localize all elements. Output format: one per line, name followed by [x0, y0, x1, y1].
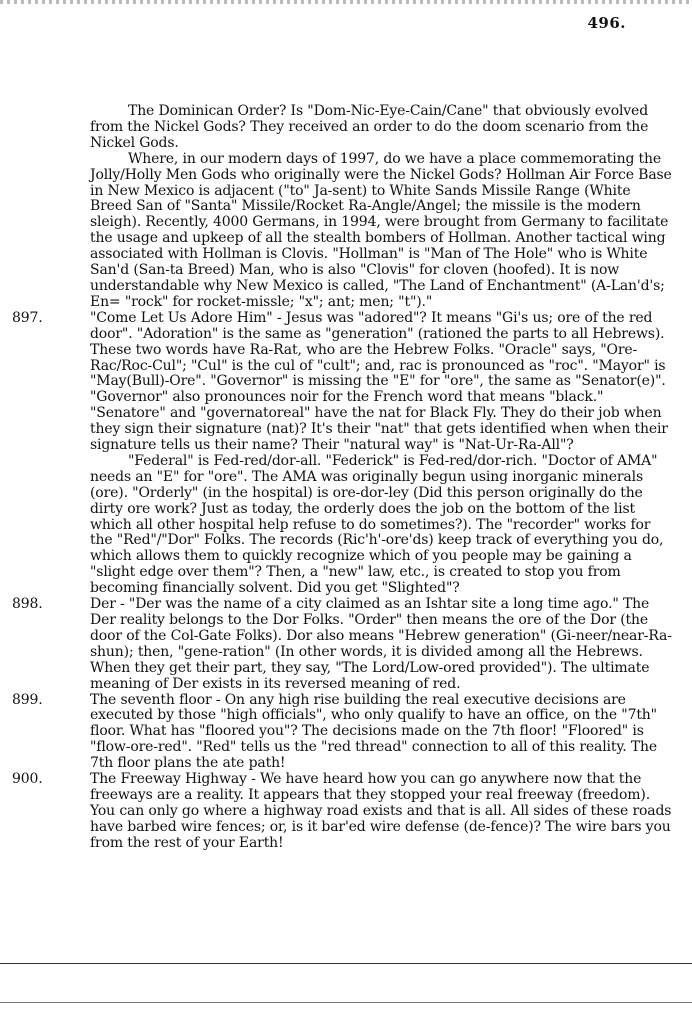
document-body — [12, 104, 676, 852]
entry-number: 897. — [12, 309, 43, 326]
page-bottom-edge — [0, 1002, 692, 1003]
paragraph-text: Where, in our modern days of 1997, do we have a place commemorating the Jolly/Holly Men Gods who originally were the Nickel Gods? Hollman Air Force Base in New Mexico is adjacent ("to" Ja-sent) to White Sands Missile Range (White Breed San of "Santa" Missile/Rocket Ra-Angle/Angel; the missile is the modern sleigh). Recently, 4000 Germans, in 1994, were brought from Germany to facilitate the usage and upkeep of all the stealth bombers of Hollman. Another tactical wing associated with Hollman is Clovis. "Hollman" is "Man of The Hole" who is White San'd (San-ta Breed) Man, who is also "Clovis" for cloven (hoofed). It is now understandable why New Mexico is called, "The Land of Enchantment" (A-Lan'd's; En= "rock" for rocket-missle; "x"; ant; men; "t")." — [90, 150, 672, 310]
entry-897 — [12, 311, 676, 454]
entry-number: 898. — [12, 596, 43, 613]
page-divider — [0, 963, 692, 964]
scan-top-edge — [0, 0, 692, 4]
page-number: 496. — [587, 14, 626, 32]
paragraph-text: Der - "Der was the name of a city claimed as an Ishtar site a long time ago." The Der reality belongs to the Dor Folks. "Order" then means the ore of the Dor (the door of the Col-Gate Folks). Dor also means "Hebrew generation" (Gi-neer/near-Ra-shun); then, "gene-ration" (In other words, it is divided among all the Hebrews. When they get their part, they say, "The Lord/Low-ored provided"). The ultimate meaning of Der exists in its reversed meaning of red. — [90, 596, 672, 692]
entry-number: 899. — [12, 691, 43, 708]
entry-number: 900. — [12, 771, 43, 788]
entry-900 — [12, 772, 676, 852]
paragraph-text: The seventh floor - On any high rise building the real executive decisions are executed by those "high officials", who only qualify to have an office, on the "7th" floor. What has "floored you"? The decisions made on the 7th floor! "Floored" is "flow-ore-red". "Red" tells us the "red thread" connection to all of this reality. The 7th floor plans the ate path! — [90, 691, 658, 772]
paragraph-text: The Dominican Order? Is "Dom-Nic-Eye-Cain/Cane" that obviously evolved from the Nickel Gods? They received an order to do the doom scenario from the Nickel Gods. — [90, 103, 649, 151]
paragraph-text: The Freeway Highway - We have heard how you can go anywhere now that the freeways are a reality. It appears that they stopped your real freeway (freedom). You can only go where a highway road exists and that is all. All sides of these roads have barbed wire fences; or, is it bar'ed wire defense (de-fence)? The wire bars you from the rest of your Earth! — [90, 771, 672, 851]
paragraph-dominican — [12, 104, 676, 152]
paragraph-federal — [12, 454, 676, 597]
paragraph-hollman — [12, 152, 676, 311]
entry-899 — [12, 693, 676, 773]
entry-898 — [12, 597, 676, 692]
paragraph-text: "Federal" is Fed-red/dor-all. "Federick" is Fed-red/dor-rich. "Doctor of AMA" needs an "E" for "ore". The AMA was originally begun using inorganic minerals (ore). "Orderly" (in the hospital) is ore-dor-ley (Did this person originally do the dirty ore work? Just as today, the orderly does the job on the bottom of the list which all other hospital help refuse to do sometimes?). The "recorder" works for the "Red"/"Dor" Folks. The records (Ric'h'-ore'ds) keep track of everything you do, which allows them to quickly recognize which of you people may be gaining a "slight edge over them"? Then, a "new" law, etc., is created to stop you from becoming financially solvent. Did you get "Slighted"? — [90, 452, 664, 597]
paragraph-text: "Come Let Us Adore Him" - Jesus was "adored"? It means "Gi's us; ore of the red door". "Adoration" is the same as "generation" (rationed the parts to all Hebrews). These two words have Ra-Rat, who are the Hebrew Folks. "Oracle" says, "Ore-Rac/Roc-Cul"; "Cul" is the cul of "cult"; and, rac is pronounced as "roc". "Mayor" is "May(Bull)-Ore". "Governor" is missing the "E" for "ore", the same as "Senator(e)". "Governor" also pronounces noir for the French word that means "black." "Senatore" and "governatoreal" have the nat for Black Fly. They do their job when they sign their signature (nat)? It's their "nat" that gets identified when when their signature tells us their name? Their "natural way" is "Nat-Ur-Ra-All"? — [90, 309, 668, 454]
